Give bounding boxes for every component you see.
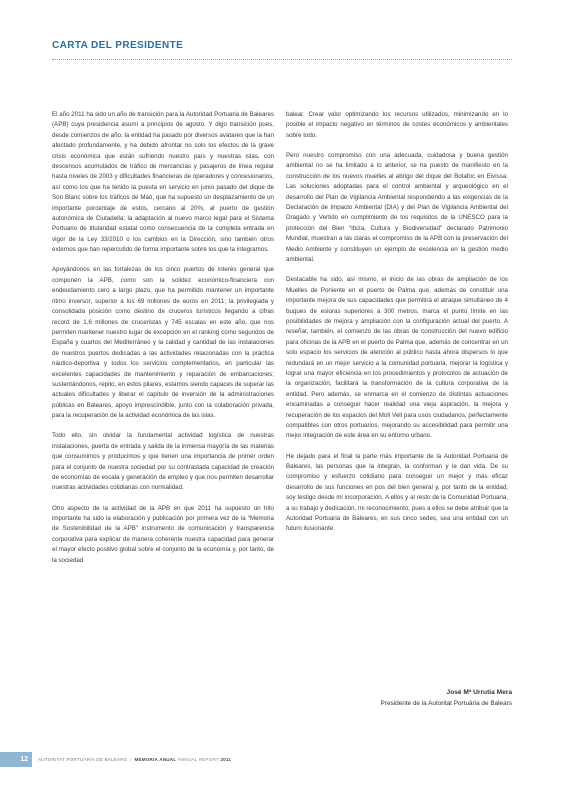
footer-org: AUTORITAT PORTUÀRIA DE BALEARS xyxy=(38,757,128,762)
paragraph: Todo ello, sin olvidar la fundamental actividad logística de nuestras instalaciones, puerta de entrada y salida de la inmensa mayoría de las materias que consumimos y producimos y que tienen una importancia de primer orden para el conjunto de nuestra sociedad por su contrastada capacidad de creación de economías de escala y generación de empleo y que nos permiten desarrollar nuestras actividades cotidianas con normalidad. xyxy=(52,432,274,492)
footer-separator: | xyxy=(130,757,132,762)
signature-title: Presidente de la Autoritat Portuària de Balears xyxy=(380,700,512,707)
signature-name: José Mª Urrutia Mera xyxy=(446,689,512,696)
paragraph: He dejado para el final la parte más importante de la Autoridad Portuaria de Baleares, las personas que la integran, la conforman y le dan vida. De su compromiso y esfuerzo cotidiano para conseguir un mejor y más eficaz desarrollo de sus funciones en pos del bien general y, por tanto de la entidad, soy testigo desde mi incorporación. A ellos y al resto de la Comunidad Portuaria, a su trabajo y dedicación, mi reconocimiento, pues a ellos se debe atribuir que la Autoridad Portuaria de Baleares, en sus cinco sedes, sea una entidad con un futuro ilusionante. xyxy=(286,452,508,533)
paragraph: balear. Crear valor optimizando los recursos utilizados, minimizando en lo posible el impacto negativo en términos de costes económicos y ambientales sobre todo. xyxy=(286,111,508,139)
paragraph: Otro aspecto de la actividad de la APB en que 2011 ha supuesto un hito importante ha sido la elaboración y publicación por primera vez de la “Memoria de Sostenibilidad de la APB” instrumento de comunicación y transparencia corporativa para explicar de manera coherente nuestra capacidad para generar el mayor efecto positivo global sobre el conjunto de la economía y, por tanto, de la sociedad xyxy=(52,504,274,564)
page-heading: CARTA DEL PRESIDENTE xyxy=(52,40,184,51)
right-column xyxy=(286,110,508,545)
footer-report-title: MEMORIA ANUAL xyxy=(134,757,177,762)
signature-block xyxy=(381,687,512,709)
heading-divider xyxy=(52,59,512,60)
paragraph: Pero nuestro compromiso con una adecuada, cuidadosa y buena gestión ambiental no se ha limitado a lo anterior, se ha puesto de manifiesto en la construcción de los nuevos muelles al abrigo del dique del Botafoc en Eivissa. Las soluciones adoptadas para el control ambiental y arqueológico en el desarrollo del Plan de Vigilancia Ambiental respondiendo a las exigencias de la Declaración de Impacto Ambiental (DIA) y del Plan de Vigilancia Ambiental del Dragado y Vertido en cumplimiento de los requisitos de la UNESCO para la protección del Bien “Ibiza, Cultura y Biodiversidad” declarado Patrimonio Mundial, muestran a las claras el compromiso de la APB con la preservación del Medio Ambiente y constituyen un ejemplo de excelencia en la gestión medio ambiental. xyxy=(286,152,508,264)
page-number: 12 xyxy=(0,752,32,767)
paragraph: Apoyándonos en las fortalezas de los cinco puertos de interés general que componen la APB, como son la solidez económico-financiera con endeudamiento cero a largo plazo, que ha permitido mantener un importante ritmo inversor, superior a los 69 millones de euros en 2011; la privilegiada y consolidada posición como destino de cruceros turísticos llegando a cifras record de 1,6 millones de cruceristas y 745 escalas en este año, que nos permiten mantener nuestro lugar de excepción en el ranking como segundos de España y cuartos del Mediterráneo y la calidad y cantidad de las instalaciones de nuestros puertos dedicadas a las actividades relacionadas con la práctica náutico-deportiva y todos los servicios complementarios, en particular las excelentes capacidades de mantenimiento y reparación de embarcaciones; sustentándonos, repito, en estos pilares, estamos siendo capaces de superar las actuales dificultades y liberar el capítulo de inversión de la administraciones públicas en Baleares, apoyo imprescindible, junto con la colaboración privada, para la recuperación de la actividad económica de las islas. xyxy=(52,266,274,420)
left-column xyxy=(52,110,274,576)
paragraph: El año 2011 ha sido un año de transición para la Autoridad Portuaria de Baleares (APB) cuya presidencia asumí a principios de agosto. Y digo transición pues, desde comienzos de año, la entidad ha pasado por diversos avatares que la han afectado profundamente, y ha debido afrontar no solo los efectos de la grave crisis económica que están sufriendo nuestro país y nuestras islas, con descensos acumulados de tráfico de mercancías y pasajeros de línea regular hasta niveles de 2003 y dificultades financieras de operadores y concesionarios, así como los que ha tenido la puesta en servicio en junio pasado del dique de Son Blanc sobre los tráficos de Maó, que ha supuesto un desplazamiento de un importante porcentaje de estos, cercano al 20%, al puerto de gestión autonómica de Ciutadella; la adaptación al nuevo marco legal para el Sistema Portuario de titularidad estatal como consecuencia de la completa entrada en vigor de la Ley 33/2010 o los cambios en la Dirección, sino también otros externos que han repercutido de forma importante sobre los que la integramos. xyxy=(52,111,274,254)
footer-year: 2011 xyxy=(220,757,232,762)
footer-report-subtitle: ANNUAL REPORT xyxy=(177,757,219,762)
footer-running-title xyxy=(38,752,231,767)
paragraph: Destacable ha sido, así mismo, el inicio de las obras de ampliación de los Muelles de Poniente en el puerto de Palma que, además de constituir una importante mejora de sus capacidades que permitirá el atraque simultáneo de 4 buques de esloras superiores a 300 metros, marca el punto límite en las posibilidades de mejora y ampliación con la configuración actual del puerto. A reseñar, también, el comienzo de las obras de construcción del nuevo edificio para oficinas de la APB en el puerto de Palma que, además de concentrar en un solo espacio los servicios de atención al público hasta ahora dispersos lo que redundará en un mejor servicio a la comunidad portuaria, mejorar la logística y lograr una mayor eficiencia en los procedimientos y protocolos de actuación de la organización, facilitará la transformación de la cultura corporativa de la entidad. Pero además, se enmarca en el comienzo de distintas actuaciones encaminadas a conseguir hacer realidad una vieja aspiración, la mejora y recuperación de los espacios del Moll Vell para usos ciudadanos, perfectamente compatibles con otros portuarios, mejorando su accesibilidad para permitir una mejor integración de este área en su entorno urbano. xyxy=(286,276,508,440)
